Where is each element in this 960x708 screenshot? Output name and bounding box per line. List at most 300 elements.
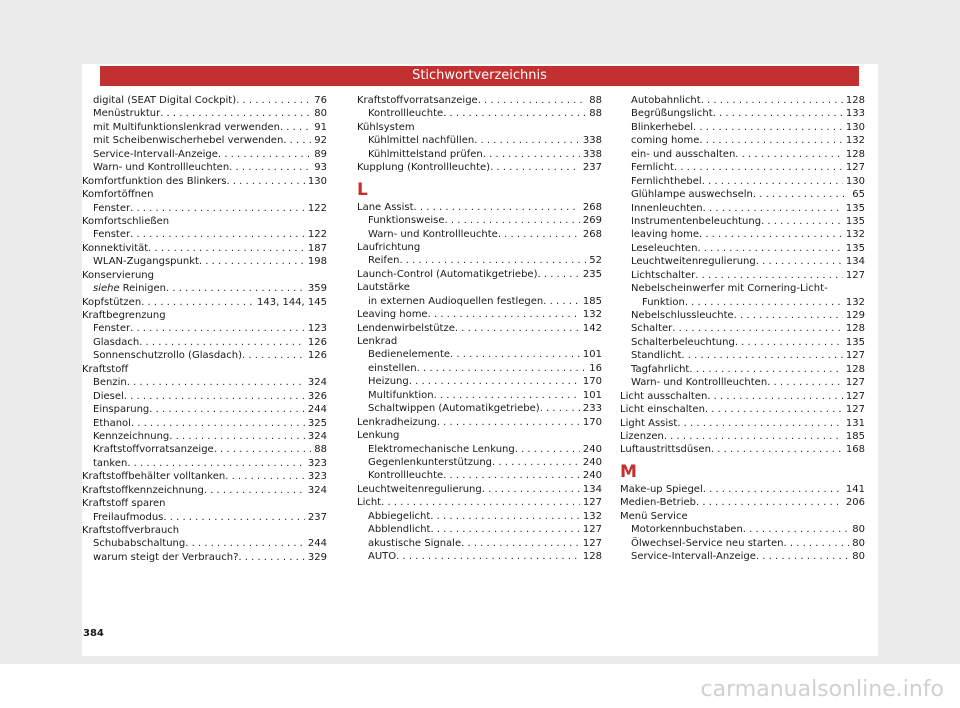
entry-term: tanken [93,457,128,469]
entry-page-ref: 127 [845,377,865,389]
entry-leader-dots [713,107,843,120]
index-entry [82,269,327,282]
entry-page-ref: 127 [845,350,865,362]
entry-page-ref [862,282,865,295]
index-entry [620,550,865,563]
index-entry [620,309,865,322]
entry-page-ref: 132 [845,229,865,241]
entry-page-ref: 237 [582,162,602,174]
entry-term: Kontrollleuchte [368,108,444,120]
entry-leader-dots [410,281,599,294]
entry-leader-dots [139,336,305,349]
entry-leader-dots [166,309,324,322]
entry-leader-dots [689,363,843,376]
index-entry [620,202,865,215]
index-entry [357,402,602,415]
entry-term: Tagfahrlicht [631,363,690,375]
entry-leader-dots [693,121,843,134]
entry-page-ref: 128 [582,551,602,562]
entry-page-ref: 127 [845,162,865,174]
entry-page-ref: 133 [845,108,865,120]
index-entry [82,255,327,268]
index-entry [357,161,602,174]
entry-page-ref: 88 [314,444,327,456]
page-header: Stichwortverzeichnis [100,66,859,86]
index-entry [620,537,865,550]
entry-term: Schalter [631,323,673,335]
entry-page-ref: 268 [582,201,602,213]
entry-leader-dots [420,241,599,254]
entry-page-ref: 91 [314,121,327,133]
entry-leader-dots [430,523,579,536]
entry-leader-dots [482,483,580,496]
entry-term: Innenleuchten [631,202,703,214]
index-entry [620,430,865,443]
index-entry [620,215,865,228]
entry-leader-dots [677,417,843,430]
index-entry [620,188,865,201]
index-entry [82,390,327,403]
index-entry [357,214,602,227]
index-entry [357,362,602,375]
entry-leader-dots [414,201,580,214]
index-entry [82,202,327,215]
entry-leader-dots [703,202,843,215]
entry-page-ref: 237 [307,511,327,523]
entry-page-ref: 187 [307,242,327,254]
index-entry [82,417,327,430]
entry-term: Instrumentenbeleuchtung [631,215,762,227]
entry-leader-dots [443,469,580,482]
entry-page-ref [599,281,602,294]
entry-page-ref [324,215,327,228]
index-entry [620,269,865,282]
entry-term: Autobahnlicht [631,95,701,106]
entry-term: Glühlampe auswechseln [631,189,753,201]
entry-page-ref: 135 [845,242,865,254]
index-entry [620,510,865,523]
entry-page-ref: 135 [845,215,865,227]
entry-leader-dots [483,148,580,161]
index-entry [82,551,327,564]
entry-term: Licht einschalten [620,404,705,416]
entry-leader-dots [538,268,580,281]
entry-page-ref: 338 [582,135,602,147]
entry-leader-dots [165,497,324,510]
entry-term: Schaltwippen (Automatikgetriebe) [368,403,540,415]
entry-leader-dots [185,537,305,550]
entry-page-ref: 206 [845,497,865,509]
entry-term: Kupplung (Kontrollleuchte) [357,162,491,174]
entry-page-ref: 88 [589,108,602,120]
entry-term: akustische Signale [368,537,462,549]
entry-page-ref [599,429,602,442]
entry-leader-dots [199,255,305,268]
entry-leader-dots [130,322,305,335]
entry-page-ref: 170 [582,416,602,428]
entry-leader-dots [543,295,580,308]
entry-leader-dots [128,363,324,376]
entry-term: Glasdach [93,336,140,348]
entry-page-ref [324,269,327,282]
entry-page-ref: 143, 144, 145 [257,296,327,308]
index-entry [620,282,865,295]
entry-leader-dots [753,188,849,201]
watermark: carmanualsonline.info [700,677,944,702]
entry-term: Sonnenschutzrollo (Glasdach) [93,350,243,362]
index-entry [82,107,327,120]
entry-page-ref [324,309,327,322]
entry-term: coming home [631,135,700,147]
index-entry [357,550,602,563]
section-letter-m: M [620,461,637,482]
entry-leader-dots [242,349,305,362]
index-entry [82,524,327,537]
entry-page-ref: 128 [845,95,865,106]
index-entry [357,523,602,536]
entry-page-ref: 127 [845,269,865,281]
entry-leader-dots [166,282,305,295]
index-entry [357,443,602,456]
entry-page-ref: 329 [307,551,327,563]
index-entry [357,348,602,361]
entry-page-ref: 244 [307,538,327,550]
entry-page-ref: 324 [307,484,327,496]
index-entry [620,242,865,255]
index-column-3 [620,94,865,563]
index-entry [357,429,602,442]
index-entry [620,376,865,389]
entry-term: Konservierung [82,269,154,281]
entry-term: Lenkradheizung [357,416,437,428]
entry-leader-dots [141,296,254,309]
entry-page-ref: 52 [589,255,602,267]
index-entry [620,175,865,188]
entry-leader-dots [695,269,843,282]
index-entry [357,375,602,388]
entry-leader-dots [415,121,599,134]
entry-page-ref: 80 [852,551,865,562]
entry-page-ref [324,188,327,201]
entry-leader-dots [417,362,587,375]
entry-term: Kühlmittel nachfüllen [368,135,475,147]
entry-leader-dots [179,524,324,537]
entry-term: Kraftstoffverbrauch [82,525,180,536]
entry-term: Konnektivität [82,242,149,254]
index-entry [82,336,327,349]
index-entry [620,523,865,536]
entry-page-ref: 126 [307,336,327,348]
entry-term: Elektromechanische Lenkung [368,443,515,455]
entry-term: Lizenzen [620,430,664,442]
entry-term: Schalterbeleuchtung [631,336,735,348]
entry-leader-dots [664,430,843,443]
entry-term: Warn- und Kontrollleuchten [631,377,768,389]
entry-leader-dots [705,403,843,416]
index-entry [82,175,327,188]
entry-term: Komfortschließen [82,215,170,227]
entry-page-ref [599,335,602,348]
entry-page-ref: 132 [582,309,602,321]
index-entry [357,537,602,550]
entry-leader-dots [169,215,324,228]
index-entry [82,121,327,134]
entry-page-ref: 130 [845,121,865,133]
entry-leader-dots [445,214,580,227]
entry-leader-dots [707,390,843,403]
entry-page-ref: 126 [307,350,327,362]
entry-term: Licht ausschalten [620,390,708,402]
index-entry [82,188,327,201]
entry-page-ref: 128 [845,323,865,335]
entry-leader-dots [702,175,843,188]
entry-leader-dots [474,134,580,147]
entry-page-ref: 142 [582,322,602,334]
entry-leader-dots [130,202,305,215]
entry-leader-dots [226,175,304,188]
entry-page-ref: 123 [307,323,327,335]
entry-term: einstellen [368,362,417,374]
entry-leader-dots [434,389,580,402]
index-column-1 [82,94,327,564]
index-entry [357,456,602,469]
entry-leader-dots [711,443,843,456]
entry-page-ref: 135 [845,202,865,214]
entry-term: Light Assist [620,417,678,429]
index-entry [357,107,602,120]
entry-page-ref: 130 [845,175,865,187]
entry-leader-dots [280,121,311,134]
entry-term: Leuchtweitenregulierung [357,483,482,495]
entry-term: Kühlmittelstand prüfen [368,148,483,160]
index-entry [357,389,602,402]
entry-page-ref: 170 [582,376,602,388]
entry-term: Komfortöffnen [82,189,154,201]
entry-page-ref: 127 [582,524,602,536]
index-entry [620,134,865,147]
entry-page-ref: 101 [582,349,602,361]
entry-leader-dots [381,496,580,509]
entry-term: Nebelscheinwerfer mit Cornering-Licht- [631,283,828,295]
index-entry [620,336,865,349]
index-entry [82,215,327,228]
entry-leader-dots [124,390,305,403]
entry-term: Kraftstoff sparen [82,498,166,510]
entry-page-ref: 240 [582,456,602,468]
index-entry [82,228,327,241]
index-entry [357,201,602,214]
entry-leader-dots [478,94,587,107]
entry-leader-dots [229,161,311,174]
entry-page-ref: 89 [314,148,327,160]
entry-leader-dots [131,417,305,430]
entry-term: Kraftstoffbehälter volltanken [82,471,226,483]
entry-page-ref: 134 [582,483,602,495]
entry-leader-dots [735,336,843,349]
index-entry [82,242,327,255]
index-entry [357,335,602,348]
entry-term: Bedienelemente [368,349,451,361]
entry-term: mit Scheibenwischerhebel verwenden [93,135,284,147]
entry-leader-dots [409,375,580,388]
entry-page-ref: 132 [582,510,602,522]
entry-page-ref: 122 [307,202,327,214]
entry-term: Lane Assist [357,201,414,213]
entry-term: Licht [357,497,382,509]
entry-leader-dots [399,429,599,442]
index-entry [620,296,865,309]
entry-leader-dots [540,402,580,415]
entry-term: leaving home [631,229,699,241]
entry-term: WLAN-Zugangspunkt [93,256,199,268]
index-entry [357,94,602,107]
index-entry [82,322,327,335]
entry-page-ref: 240 [582,470,602,482]
entry-page-ref: 65 [852,189,865,201]
index-entry [357,228,602,241]
index-entry [357,496,602,509]
entry-term: Fenster [93,202,131,214]
entry-page-ref: 76 [314,95,327,106]
entry-term: Lichtschalter [631,269,696,281]
entry-leader-dots [674,161,843,174]
index-entry [357,148,602,161]
entry-leader-dots [396,550,580,563]
entry-leader-dots [699,134,843,147]
entry-term: Blinkerhebel [631,121,694,133]
entry-term: Kopfstützen [82,296,142,308]
index-entry [357,308,602,321]
entry-term: mit Multifunktionslenkrad verwenden [93,121,280,133]
index-entry [82,161,327,174]
entry-see-prefix: siehe [93,283,120,295]
index-entry [82,443,327,456]
entry-page-ref: 122 [307,229,327,241]
entry-page-ref: 269 [582,215,602,227]
entry-leader-dots [743,523,849,536]
entry-page-ref: 324 [307,377,327,389]
entry-term: Heizung [368,376,409,388]
index-entry [357,510,602,523]
entry-term: Lenkrad [357,336,398,347]
entry-page-ref: 131 [845,417,865,429]
entry-page-ref: 101 [582,389,602,401]
entry-leader-dots [399,254,586,267]
index-entry [82,484,327,497]
entry-leader-dots [767,376,843,389]
entry-leader-dots [498,228,580,241]
index-entry [620,417,865,430]
index-entry [82,296,327,309]
entry-term: Kühlsystem [357,121,415,133]
entry-leader-dots [450,348,580,361]
entry-leader-dots [397,335,599,348]
entry-leader-dots [225,470,305,483]
entry-page-ref: 127 [845,404,865,416]
entry-term: Medien-Betrieb [620,497,696,509]
entry-term: Multifunktion [368,389,434,401]
entry-page-ref: 338 [582,148,602,160]
index-entry [357,295,602,308]
entry-page-ref: 325 [307,417,327,429]
entry-page-ref: 132 [845,296,865,308]
entry-page-ref: 135 [845,336,865,348]
entry-leader-dots [437,416,580,429]
entry-page-ref: 233 [582,403,602,415]
entry-leader-dots [127,376,305,389]
entry-page-ref: 132 [845,135,865,147]
entry-page-ref: 185 [582,295,602,307]
entry-term: Begrüßungslicht [631,108,713,120]
entry-page-ref: 323 [307,457,327,469]
entry-page-ref: 235 [582,268,602,280]
index-entry [357,483,602,496]
entry-page-ref [599,121,602,134]
entry-leader-dots [127,457,305,470]
entry-page-ref: 127 [582,497,602,509]
entry-term: Funktion [642,296,685,308]
entry-term: Service-Intervall-Anzeige [93,148,218,160]
entry-page-ref: 92 [314,135,327,147]
entry-leader-dots [461,537,580,550]
entry-term: Kraftstoffkennzeichnung [82,484,204,496]
index-entry [357,241,602,254]
entry-page-ref: 80 [852,537,865,549]
entry-term: Komfortfunktion des Blinkers [82,175,227,187]
entry-leader-dots [688,510,862,523]
entry-leader-dots [696,496,843,509]
entry-page-ref: 359 [307,283,327,295]
entry-term: Leseleuchten [631,242,698,254]
entry-term: Lautstärke [357,282,410,294]
entry-leader-dots [761,215,843,228]
entry-page-ref: 88 [589,95,602,106]
entry-leader-dots [685,296,843,309]
entry-page-ref: 93 [314,162,327,174]
entry-term: Diesel [93,390,124,402]
index-entry [82,497,327,510]
index-entry [357,268,602,281]
entry-term: Fenster [93,323,131,335]
entry-leader-dots [428,308,580,321]
entry-term: Kraftstoffvorratsanzeige [93,444,214,456]
entry-term: Leaving home [357,309,428,321]
index-entry [620,496,865,509]
entry-leader-dots [735,148,843,161]
page-number: 384 [83,628,104,639]
entry-term: Einsparung [93,404,150,416]
entry-leader-dots [218,148,311,161]
entry-term: Make-up Spiegel [620,483,703,495]
index-entry [357,281,602,294]
entry-page-ref: 268 [582,228,602,240]
index-entry [82,134,327,147]
entry-page-ref: 80 [852,524,865,536]
index-entry [620,255,865,268]
entry-page-ref: 323 [307,471,327,483]
entry-page-ref: 130 [307,175,327,187]
entry-term: Menü Service [620,510,688,522]
entry-page-ref: 129 [845,310,865,321]
entry-term: Motorkennbuchstaben [631,524,743,536]
entry-page-ref: 168 [845,444,865,456]
index-entry [620,322,865,335]
index-entry [357,134,602,147]
entry-term: Schubabschaltung [93,538,186,550]
entry-leader-dots [163,511,305,524]
entry-term: Fernlicht [631,162,674,174]
index-entry [620,390,865,403]
